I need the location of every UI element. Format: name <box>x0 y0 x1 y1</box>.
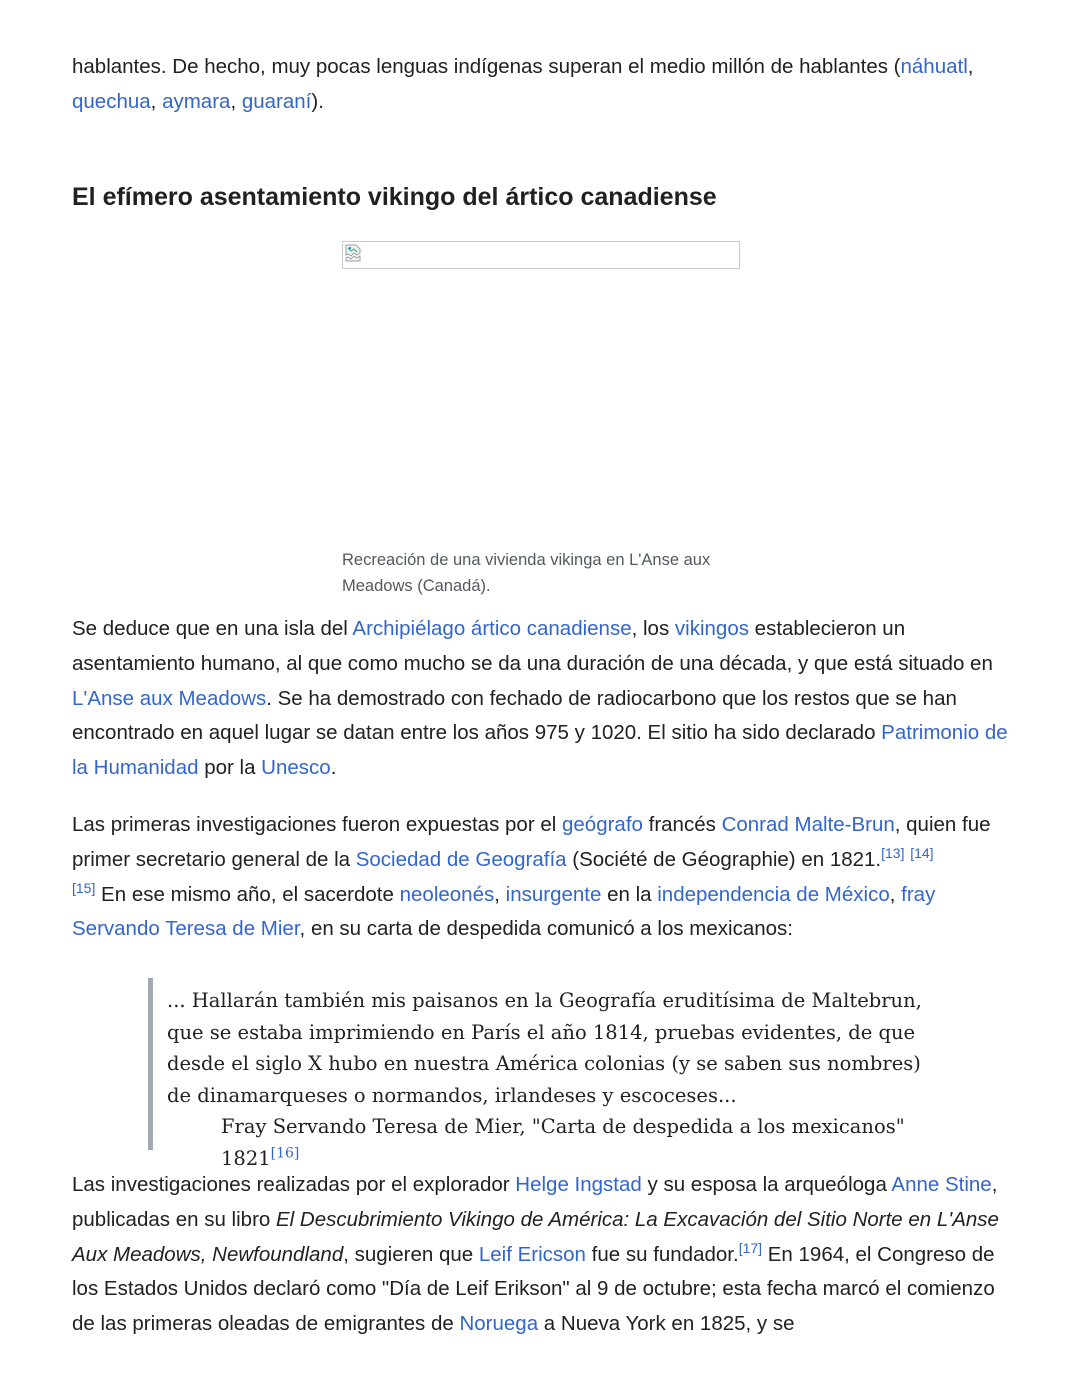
text: En 1964, el Congreso de los Estados Unidos declaró como "Día de Leif Erikson" al 9 de octubre; esta fecha marcó el comienzo de las primeras oleadas de emigrantes de <box>72 1242 995 1336</box>
link-malte-brun[interactable]: Conrad Malte-Brun <box>721 813 895 836</box>
separator: , <box>889 882 902 906</box>
link-insurgente[interactable]: insurgente <box>505 882 602 906</box>
text: , los <box>631 617 675 640</box>
text: fue su fundador. <box>585 1242 739 1266</box>
text: Se deduce que en una isla del <box>72 617 353 640</box>
figure <box>342 241 742 595</box>
separator: , <box>230 89 242 113</box>
link-nahuatl[interactable]: náhuatl <box>900 55 968 78</box>
figure-caption: Recreación de una vivienda vikinga en L'Anse aux Meadows (Canadá). <box>342 551 711 595</box>
text: establecieron un asentamiento humano, al que como mucho se da una duración de una década, y que está situado en <box>72 617 993 675</box>
text: hablantes. De hecho, muy pocas lenguas indígenas superan el medio millón de hablantes ( <box>72 55 901 78</box>
text: Las investigaciones realizadas por el explorador <box>72 1173 516 1196</box>
separator: , <box>967 55 974 78</box>
text: y su esposa la arqueóloga <box>641 1173 892 1196</box>
book-title: El Descubrimiento Vikingo de América: La Excavación del Sitio Norte en L'Anse Aux Meadows, Newfoundland <box>72 1207 999 1266</box>
text: a Nueva York en 1825, y se <box>538 1312 795 1336</box>
paragraph-ingstad <box>72 1168 1012 1342</box>
text: , quien fue primer secretario general de la <box>72 813 991 871</box>
quote-citation <box>167 1111 928 1174</box>
link-fray-servando[interactable]: fray Servando Teresa de Mier <box>72 882 936 941</box>
link-neoleones[interactable]: neoleonés <box>399 882 495 906</box>
link-guarani[interactable]: guaraní <box>241 89 312 113</box>
text: En ese mismo año, el sacerdote <box>95 882 400 906</box>
link-anne-stine[interactable]: Anne Stine <box>891 1173 992 1196</box>
text: . Se ha demostrado con fechado de radiocarbono que los restos que se han encontrado en aquel lugar se datan entre los años 975 y 1020. El sitio ha sido declarado <box>72 686 957 745</box>
text: , en su carta de despedida comunicó a los mexicanos: <box>299 917 793 941</box>
paragraph-settlement <box>72 612 1012 786</box>
ref-14[interactable]: [14] <box>910 844 934 861</box>
text: (Société de Géographie) en 1821. <box>566 847 882 871</box>
blockquote <box>148 978 928 1170</box>
link-sociedad-geografia[interactable]: Sociedad de Geografía <box>355 847 567 871</box>
text: , sugieren que <box>343 1242 479 1266</box>
separator: , <box>150 89 163 113</box>
ref-17[interactable]: [17] <box>738 1239 763 1256</box>
link-leif-ericson[interactable]: Leif Ericson <box>478 1242 586 1266</box>
broken-image[interactable] <box>342 241 740 269</box>
link-quechua[interactable]: quechua <box>72 89 151 113</box>
ref-15[interactable]: [15] <box>72 879 96 896</box>
ref-16[interactable]: [16] <box>270 1145 300 1161</box>
link-noruega[interactable]: Noruega <box>459 1312 539 1336</box>
text: por la <box>198 756 262 780</box>
text: francés <box>642 813 722 836</box>
section-heading: El efímero asentamiento vikingo del ártico canadiense <box>72 183 717 211</box>
broken-image-icon <box>345 244 361 262</box>
text: . <box>330 756 337 780</box>
link-helge-ingstad[interactable]: Helge Ingstad <box>515 1173 642 1196</box>
text: ). <box>311 89 324 113</box>
link-lanse-aux-meadows[interactable]: L'Anse aux Meadows <box>72 686 267 710</box>
link-vikingos[interactable]: vikingos <box>674 617 749 640</box>
paragraph-languages <box>72 50 1012 120</box>
ref-13[interactable]: [13] <box>881 844 905 861</box>
link-independencia[interactable]: independencia de México <box>657 882 890 906</box>
link-geografo[interactable]: geógrafo <box>562 813 643 836</box>
link-archipielago[interactable]: Archipiélago ártico canadiense <box>352 617 632 640</box>
text: Las primeras investigaciones fueron expuestas por el <box>72 813 562 836</box>
paragraph-investigations <box>72 808 1012 947</box>
link-aymara[interactable]: aymara <box>162 89 231 113</box>
quote-text: ... Hallarán también mis paisanos en la Geografía eruditísima de Maltebrun, que se estaba imprimiendo en París el año 1814, pruebas evidentes, de que desde el siglo X hubo en nuestra América colonias (y se saben sus nombres) de dinamarqueses o normandos, irlandeses y escoceses... <box>167 989 922 1107</box>
citation-text: Fray Servando Teresa de Mier, "Carta de despedida a los mexicanos" 1821 <box>221 1115 905 1170</box>
text: , publicadas en su libro <box>72 1173 998 1231</box>
link-patrimonio[interactable]: Patrimonio de la Humanidad <box>72 721 1008 780</box>
separator: , <box>494 882 506 906</box>
link-unesco[interactable]: Unesco <box>261 756 331 780</box>
text: en la <box>601 882 658 906</box>
